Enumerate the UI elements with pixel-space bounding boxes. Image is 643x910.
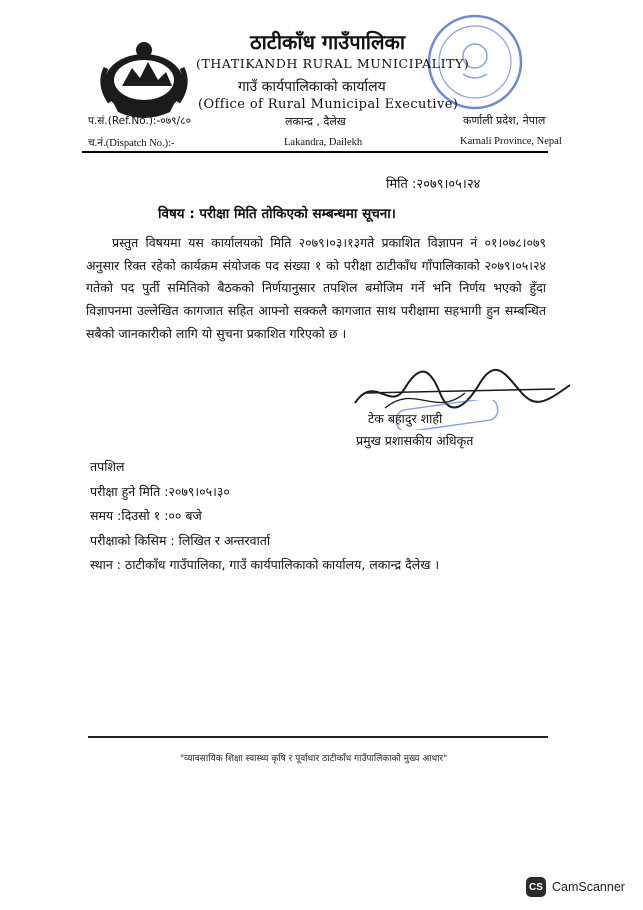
- letter-subject: विषय : परीक्षा मिति तोकिएको सम्बन्धमा सूचना।: [158, 206, 396, 222]
- location-en: Lakandra, Dailekh: [284, 137, 363, 148]
- office-name-en: (Office of Rural Municipal Executive): [198, 97, 459, 112]
- camscanner-watermark: [526, 876, 625, 898]
- exam-venue: स्थान : ठाटीकाँध गाउँपालिका, गाउँ कार्यपालिकाको कार्यालय, लकान्द्र दैलेख ।: [90, 557, 440, 572]
- exam-time: समय :दिउसो १ :०० बजे: [90, 508, 202, 523]
- camscanner-label: CamScanner: [552, 880, 625, 894]
- nepal-emblem-icon: [92, 38, 196, 120]
- letter-body: प्रस्तुत विषयमा यस कार्यालयको मिति २०७९।०३।१३गते प्रकाशित विज्ञापन नं ०१।०७८।०७९ अनुसार रिक्त रहेको कार्यक्रम संयोजक पद संख्या १ को परीक्षा ठाटीकाँध गाँपालिकाको २०७९।०५।२४ गतेको पद पुर्ती समितिको बैठकको निर्णयानुसार तपशिल बमोजिम गर्ने भनि निर्णय भएको हुँदा विज्ञापनमा उल्लेखित कागजात सहित आफ्नो सक्कलै कागजात साथ परीक्षामा सहभागी हुन सम्बन्धित सबैको जानकारीको लागि यो सुचना प्रकाशित गरिएको छ ।: [86, 235, 546, 341]
- footer-divider: [88, 736, 548, 738]
- signatory-name: टेक बहादुर शाही: [368, 411, 443, 426]
- footer-motto: "व्यावसायिक शिक्षा स्वास्थ्य कृषि र पूर्वाधार ठाटीकाँध गाउँपालिकाको मुख्य आधार": [180, 754, 448, 764]
- dispatch-number: च.नं.(Dispatch No.):-: [88, 138, 175, 149]
- municipality-name-np: ठाटीकाँध गाउँपालिका: [250, 30, 406, 54]
- exam-date: परीक्षा हुने मिति :२०७९।०५।३०: [90, 483, 230, 499]
- reference-number: प.सं.(Ref.No.):-०७९/८०: [88, 115, 192, 127]
- exam-type: परीक्षाको किसिम : लिखित र अन्तरवार्ता: [90, 532, 271, 548]
- header-divider: [82, 151, 548, 153]
- exam-details: [90, 455, 439, 578]
- signatory-title: प्रमुख प्रशासकीय अधिकृत: [356, 433, 474, 448]
- province-en: Karnali Province, Nepal: [460, 136, 562, 147]
- office-name-np: गाउँ कार्यपालिकाको कार्यालय: [238, 79, 386, 95]
- location-np: लकान्द्र , दैलेख: [285, 115, 346, 128]
- municipality-name-en: (THATIKANDH RURAL MUNICIPALITY): [196, 56, 470, 71]
- province-np: कर्णाली प्रदेश, नेपाल: [463, 114, 546, 127]
- camscanner-icon: CS: [526, 877, 546, 897]
- details-heading: तपशिल: [90, 459, 125, 474]
- letter-date: मिति :२०७९।०५।२४: [386, 177, 481, 192]
